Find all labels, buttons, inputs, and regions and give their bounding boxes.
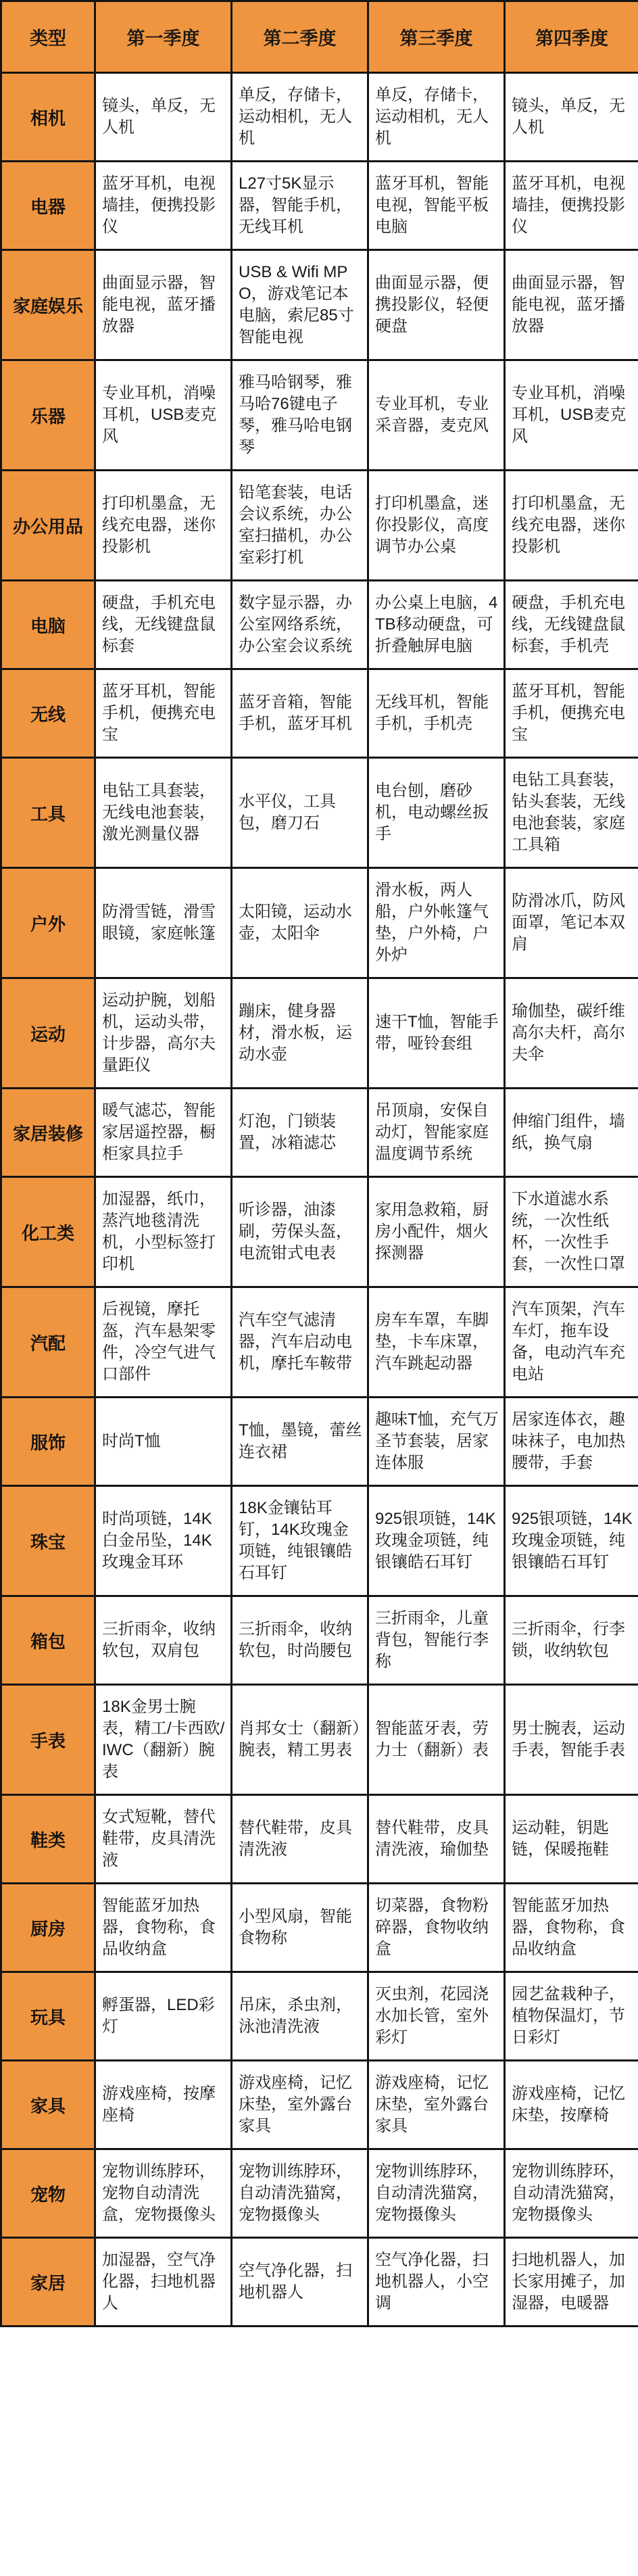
quarter-cell-q1: 智能蓝牙加热器，食物称，食品收纳盒: [95, 1884, 232, 1972]
column-header-q1: 第一季度: [95, 1, 232, 73]
table-row: [1, 73, 638, 162]
category-label: 运动: [1, 978, 95, 1089]
quarter-cell-q2: 18K金镶钻耳钉，14K玫瑰金项链，纯银镶皓石耳钉: [232, 1486, 368, 1596]
category-label: 电脑: [1, 581, 95, 669]
quarter-cell-q4: 宠物训练脖环，自动清洗猫窝，宠物摄像头: [505, 2149, 638, 2238]
quarter-cell-q3: 游戏座椅，记忆床垫，室外露台家具: [368, 2061, 505, 2149]
quarter-cell-q3: 单反，存储卡，运动相机，无人机: [368, 73, 505, 162]
table-row: [1, 2061, 638, 2149]
quarter-cell-q2: 太阳镜，运动水壶，太阳伞: [232, 868, 368, 978]
category-label: 家庭娱乐: [1, 250, 95, 360]
category-label: 家具: [1, 2061, 95, 2149]
quarter-cell-q3: 速干T恤，智能手带，哑铃套组: [368, 978, 505, 1089]
quarter-cell-q3: 蓝牙耳机，智能电视，智能平板电脑: [368, 162, 505, 250]
quarter-cell-q2: 蹦床，健身器材，滑水板，运动水壶: [232, 978, 368, 1089]
category-label: 相机: [1, 73, 95, 162]
quarter-cell-q2: 游戏座椅，记忆床垫，室外露台家具: [232, 2061, 368, 2149]
quarter-cell-q3: 曲面显示器，便携投影仪，轻便硬盘: [368, 250, 505, 360]
category-label: 家居: [1, 2238, 95, 2327]
column-header-q2: 第二季度: [232, 1, 368, 73]
quarter-cell-q1: 专业耳机，消噪耳机，USB麦克风: [95, 360, 232, 471]
table-row: [1, 868, 638, 978]
category-label: 珠宝: [1, 1486, 95, 1596]
table-row: [1, 581, 638, 669]
column-header-q4: 第四季度: [505, 1, 638, 73]
category-label: 玩具: [1, 1972, 95, 2061]
quarter-cell-q3: 办公桌上电脑，4TB移动硬盘，可折叠触屏电脑: [368, 581, 505, 669]
category-label: 电器: [1, 162, 95, 250]
quarter-cell-q3: 宠物训练脖环，自动清洗猫窝，宠物摄像头: [368, 2149, 505, 2238]
table-body: [1, 73, 638, 2327]
quarter-cell-q3: 灭虫剂，花园浇水加长管，室外彩灯: [368, 1972, 505, 2061]
category-label: 化工类: [1, 1177, 95, 1287]
quarter-cell-q1: 蓝牙耳机，电视墙挂，便携投影仪: [95, 162, 232, 250]
quarter-cell-q3: 替代鞋带，皮具清洗液，瑜伽垫: [368, 1795, 505, 1884]
quarter-cell-q4: 镜头，单反，无人机: [505, 73, 638, 162]
quarter-cell-q2: 汽车空气滤清器，汽车启动电机，摩托车鞍带: [232, 1287, 368, 1398]
quarter-cell-q1: 防滑雪链，滑雪眼镜，家庭帐篷: [95, 868, 232, 978]
quarter-cell-q4: 电钻工具套装，钻头套装，无线电池套装，家庭工具箱: [505, 758, 638, 868]
category-label: 户外: [1, 868, 95, 978]
quarter-cell-q1: 时尚T恤: [95, 1398, 232, 1486]
quarter-cell-q2: 铅笔套装，电话会议系统，办公室扫描机，办公室彩打机: [232, 471, 368, 581]
quarter-cell-q2: 灯泡，门锁装置，冰箱滤芯: [232, 1089, 368, 1177]
quarter-cell-q2: 空气净化器，扫地机器人: [232, 2238, 368, 2327]
quarter-cell-q4: 防滑冰爪，防风面罩，笔记本双肩: [505, 868, 638, 978]
quarter-cell-q1: 电钻工具套装，无线电池套装，激光测量仪器: [95, 758, 232, 868]
quarter-cell-q4: 三折雨伞，行李锁，收纳软包: [505, 1596, 638, 1685]
quarter-cell-q2: 肖邦女士（翻新）腕表，精工男表: [232, 1685, 368, 1795]
quarter-cell-q2: USB & Wifi MPO，游戏笔记本电脑，索尼85寸智能电视: [232, 250, 368, 360]
quarter-cell-q1: 镜头，单反，无人机: [95, 73, 232, 162]
quarter-cell-q1: 游戏座椅，按摩座椅: [95, 2061, 232, 2149]
table-row: [1, 1486, 638, 1596]
quarter-cell-q3: 吊顶扇，安保自动灯，智能家庭温度调节系统: [368, 1089, 505, 1177]
quarter-cell-q1: 打印机墨盒，无线充电器，迷你投影机: [95, 471, 232, 581]
quarter-cell-q3: 切菜器，食物粉碎器，食物收纳盒: [368, 1884, 505, 1972]
category-label: 宠物: [1, 2149, 95, 2238]
quarter-cell-q2: 雅马哈钢琴，雅马哈76键电子琴，雅马哈电钢琴: [232, 360, 368, 471]
quarter-cell-q1: 加湿器，空气净化器，扫地机器人: [95, 2238, 232, 2327]
category-label: 箱包: [1, 1596, 95, 1685]
quarter-cell-q2: 小型风扇，智能食物称: [232, 1884, 368, 1972]
quarter-cell-q4: 专业耳机，消噪耳机，USB麦克风: [505, 360, 638, 471]
category-label: 鞋类: [1, 1795, 95, 1884]
quarter-cell-q1: 时尚项链，14K白金吊坠，14K玫瑰金耳环: [95, 1486, 232, 1596]
table-row: [1, 471, 638, 581]
category-label: 厨房: [1, 1884, 95, 1972]
table-row: [1, 1177, 638, 1287]
quarter-cell-q2: 替代鞋带，皮具清洗液: [232, 1795, 368, 1884]
quarter-cell-q1: 硬盘，手机充电线，无线键盘鼠标套: [95, 581, 232, 669]
quarter-cell-q1: 运动护腕，划船机，运动头带，计步器，高尔夫量距仪: [95, 978, 232, 1089]
table-row: [1, 250, 638, 360]
table-row: [1, 758, 638, 868]
quarter-cell-q2: 吊床，杀虫剂，泳池清洗液: [232, 1972, 368, 2061]
quarter-cell-q1: 女式短靴，替代鞋带，皮具清洗液: [95, 1795, 232, 1884]
quarter-cell-q3: 滑水板，两人船，户外帐篷气垫，户外椅，户外炉: [368, 868, 505, 978]
quarter-cell-q3: 925银项链，14K玫瑰金项链，纯银镶皓石耳钉: [368, 1486, 505, 1596]
quarter-cell-q2: 听诊器，油漆刷，劳保头盔，电流钳式电表: [232, 1177, 368, 1287]
quarter-cell-q4: 925银项链，14K玫瑰金项链，纯银镶皓石耳钉: [505, 1486, 638, 1596]
quarter-cell-q1: 曲面显示器，智能电视，蓝牙播放器: [95, 250, 232, 360]
quarter-cell-q2: 单反，存储卡，运动相机，无人机: [232, 73, 368, 162]
quarter-cell-q1: 暖气滤芯，智能家居遥控器，橱柜家具拉手: [95, 1089, 232, 1177]
table-header-row: [1, 1, 638, 73]
quarter-cell-q4: 扫地机器人，加长家用摊子，加湿器，电暖器: [505, 2238, 638, 2327]
category-label: 无线: [1, 669, 95, 758]
quarter-cell-q3: 智能蓝牙表，劳力士（翻新）表: [368, 1685, 505, 1795]
quarter-cell-q4: 瑜伽垫，碳纤维高尔夫杆，高尔夫伞: [505, 978, 638, 1089]
quarter-cell-q2: 蓝牙音箱，智能手机，蓝牙耳机: [232, 669, 368, 758]
category-label: 汽配: [1, 1287, 95, 1398]
quarter-cell-q3: 无线耳机，智能手机，手机壳: [368, 669, 505, 758]
table-row: [1, 978, 638, 1089]
table-row: [1, 1596, 638, 1685]
quarter-cell-q3: 专业耳机，专业采音器，麦克风: [368, 360, 505, 471]
quarter-cell-q4: 硬盘，手机充电线，无线键盘鼠标套，手机壳: [505, 581, 638, 669]
quarter-cell-q4: 伸缩门组件，墙纸，换气扇: [505, 1089, 638, 1177]
quarter-cell-q4: 下水道滤水系统，一次性纸杯，一次性手套，一次性口罩: [505, 1177, 638, 1287]
quarter-cell-q4: 智能蓝牙加热器，食物称，食品收纳盒: [505, 1884, 638, 1972]
quarter-cell-q4: 居家连体衣，趣味袜子，电加热腰带，手套: [505, 1398, 638, 1486]
category-label: 工具: [1, 758, 95, 868]
category-label: 办公用品: [1, 471, 95, 581]
quarter-cell-q4: 汽车顶架，汽车车灯，拖车设备，电动汽车充电站: [505, 1287, 638, 1398]
table-row: [1, 1884, 638, 1972]
table-row: [1, 1089, 638, 1177]
table-row: [1, 2149, 638, 2238]
quarter-cell-q1: 三折雨伞，收纳软包，双肩包: [95, 1596, 232, 1685]
table-row: [1, 162, 638, 250]
quarter-cell-q3: 三折雨伞，儿童背包，智能行李称: [368, 1596, 505, 1685]
quarter-cell-q3: 房车车罩，车脚垫，卡车床罩，汽车跳起动器: [368, 1287, 505, 1398]
category-label: 家居装修: [1, 1089, 95, 1177]
quarter-cell-q1: 后视镜，摩托盔，汽车悬架零件，冷空气进气口部件: [95, 1287, 232, 1398]
table-row: [1, 1972, 638, 2061]
quarter-cell-q2: 数字显示器，办公室网络系统，办公室会议系统: [232, 581, 368, 669]
column-header-q3: 第三季度: [368, 1, 505, 73]
quarter-cell-q1: 宠物训练脖环，宠物自动清洗盒，宠物摄像头: [95, 2149, 232, 2238]
quarter-cell-q3: 打印机墨盒，迷你投影仪，高度调节办公桌: [368, 471, 505, 581]
category-label: 服饰: [1, 1398, 95, 1486]
table-row: [1, 1685, 638, 1795]
quarter-cell-q2: 宠物训练脖环，自动清洗猫窝，宠物摄像头: [232, 2149, 368, 2238]
quarter-cell-q4: 园艺盆栽种子，植物保温灯，节日彩灯: [505, 1972, 638, 2061]
table-row: [1, 1398, 638, 1486]
category-label: 手表: [1, 1685, 95, 1795]
table-row: [1, 1287, 638, 1398]
quarter-cell-q4: 曲面显示器，智能电视，蓝牙播放器: [505, 250, 638, 360]
quarter-cell-q1: 18K金男士腕表，精工/卡西欧/IWC（翻新）腕表: [95, 1685, 232, 1795]
category-label: 乐器: [1, 360, 95, 471]
quarter-cell-q3: 空气净化器，扫地机器人，小空调: [368, 2238, 505, 2327]
quarter-cell-q1: 蓝牙耳机，智能手机，便携充电宝: [95, 669, 232, 758]
quarter-cell-q2: T恤，墨镜，蕾丝连衣裙: [232, 1398, 368, 1486]
quarter-cell-q2: 水平仪，工具包，磨刀石: [232, 758, 368, 868]
quarter-cell-q4: 男士腕表，运动手表，智能手表: [505, 1685, 638, 1795]
quarter-cell-q4: 游戏座椅，记忆床垫，按摩椅: [505, 2061, 638, 2149]
quarter-cell-q3: 家用急救箱，厨房小配件，烟火探测器: [368, 1177, 505, 1287]
quarter-cell-q2: L27寸5K显示器，智能手机，无线耳机: [232, 162, 368, 250]
quarter-cell-q3: 趣味T恤，充气万圣节套装，居家连体服: [368, 1398, 505, 1486]
column-header-type: 类型: [1, 1, 95, 73]
quarter-cell-q4: 打印机墨盒，无线充电器，迷你投影机: [505, 471, 638, 581]
table-row: [1, 360, 638, 471]
quarter-cell-q1: 孵蛋器，LED彩灯: [95, 1972, 232, 2061]
quarter-cell-q4: 蓝牙耳机，智能手机，便携充电宝: [505, 669, 638, 758]
quarter-cell-q1: 加湿器，纸巾，蒸汽地毯清洗机，小型标签打印机: [95, 1177, 232, 1287]
table-row: [1, 2238, 638, 2327]
table-row: [1, 1795, 638, 1884]
quarter-cell-q3: 电台刨，磨砂机，电动螺丝扳手: [368, 758, 505, 868]
quarter-cell-q4: 运动鞋，钥匙链，保暖拖鞋: [505, 1795, 638, 1884]
table-row: [1, 669, 638, 758]
quarter-cell-q2: 三折雨伞，收纳软包，时尚腰包: [232, 1596, 368, 1685]
quarter-cell-q4: 蓝牙耳机，电视墙挂，便携投影仪: [505, 162, 638, 250]
